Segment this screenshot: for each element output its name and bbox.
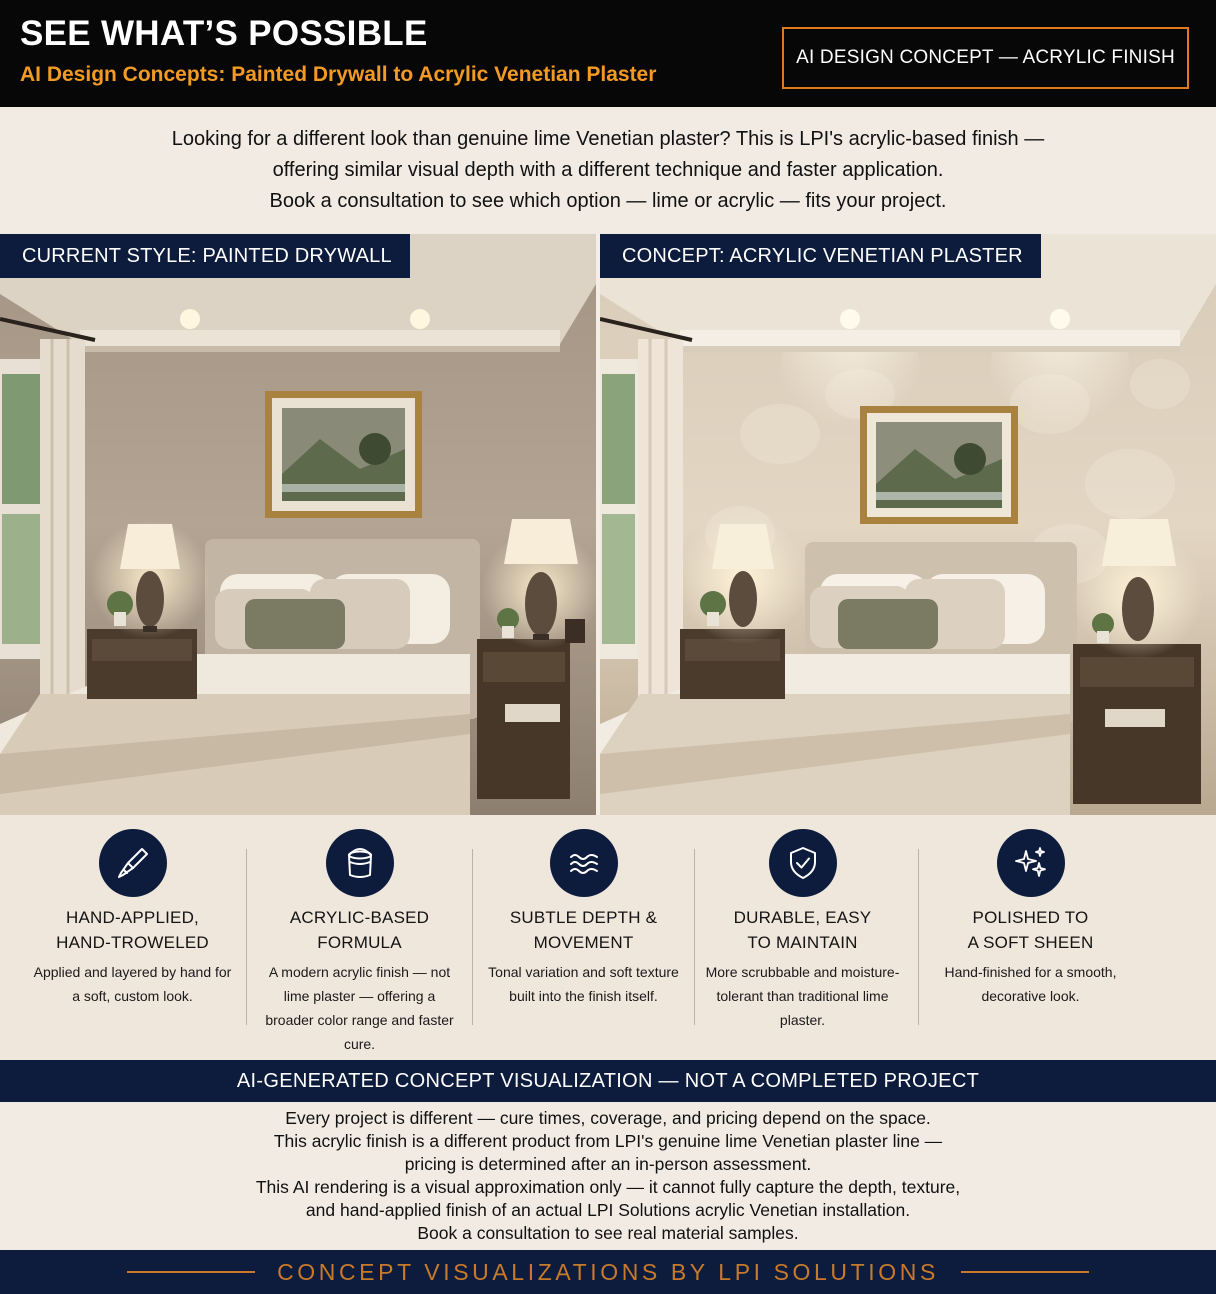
feature-hand-applied [20, 815, 245, 1060]
feature-title: DURABLE, EASY [733, 908, 872, 927]
disclaimer-line: This AI rendering is a visual approximation only — it cannot fully capture the depth, texture, [255, 1177, 961, 1197]
feature-desc: Hand-finished for a smooth, decorative look. [944, 964, 1117, 1004]
feature-title: SUBTLE DEPTH & [509, 908, 658, 927]
feature-acrylic-formula [247, 815, 472, 1060]
intro-line: Looking for a different look than genuine lime Venetian plaster? This is LPI's acrylic-based finish — [171, 128, 1045, 150]
footer-rule-left [127, 1271, 255, 1273]
footer-rule-right [961, 1271, 1089, 1273]
concept-badge: AI DESIGN CONCEPT — ACRYLIC FINISH [782, 27, 1189, 89]
before-label: CURRENT STYLE: PAINTED DRYWALL [0, 234, 410, 278]
footer-banner [0, 1250, 1216, 1294]
feature-desc: More scrubbable and moisture-tolerant than traditional lime plaster. [705, 964, 900, 1028]
disclaimer-line: This acrylic finish is a different product from LPI's genuine lime Venetian plaster line — [273, 1131, 943, 1151]
page-subtitle: AI Design Concepts: Painted Drywall to Acrylic Venetian Plaster [20, 63, 657, 86]
sparkles-icon [997, 829, 1065, 897]
feature-title: ACRYLIC-BASED [289, 908, 430, 927]
footer-text: CONCEPT VISUALIZATIONS BY LPI SOLUTIONS [277, 1258, 939, 1285]
before-image-panel [0, 234, 596, 815]
feature-desc: A modern acrylic finish — not lime plaster — offering a broader color range and faster cure. [265, 964, 454, 1052]
disclaimer-line: Every project is different — cure times, coverage, and pricing depend on the space. [285, 1108, 931, 1128]
feature-title: HAND-TROWELED [56, 933, 209, 952]
feature-title: FORMULA [317, 933, 402, 952]
disclaimer-line: pricing is determined after an in-person assessment. [404, 1154, 812, 1174]
disclaimer-banner: AI-GENERATED CONCEPT VISUALIZATION — NOT A COMPLETED PROJECT [0, 1060, 1216, 1102]
waves-icon [550, 829, 618, 897]
feature-durable [690, 815, 915, 1060]
acrylic-venetian-bedroom-image [600, 234, 1216, 815]
disclaimer-line: and hand-applied finish of an actual LPI Solutions acrylic Venetian installation. [305, 1200, 911, 1220]
feature-title: TO MAINTAIN [747, 933, 858, 952]
after-label: CONCEPT: ACRYLIC VENETIAN PLASTER [600, 234, 1041, 278]
feature-title: A SOFT SHEEN [967, 933, 1094, 952]
disclaimer-text [0, 1102, 1216, 1250]
feature-subtle-depth [471, 815, 696, 1060]
page-title: SEE WHAT’S POSSIBLE [20, 14, 428, 53]
feature-title: MOVEMENT [533, 933, 634, 952]
feature-desc: Tonal variation and soft texture built into the finish itself. [488, 964, 679, 1004]
features-section [0, 815, 1216, 1060]
intro-line: offering similar visual depth with a different technique and faster application. [272, 159, 944, 181]
intro-line: Book a consultation to see which option — lime or acrylic — fits your project. [269, 190, 947, 212]
shield-check-icon [769, 829, 837, 897]
feature-title: POLISHED TO [972, 908, 1089, 927]
painted-drywall-bedroom-image [0, 234, 596, 815]
feature-polished [918, 815, 1143, 1060]
intro-section [0, 107, 1216, 234]
disclaimer-line: Book a consultation to see real material samples. [417, 1223, 799, 1243]
after-image-panel [600, 234, 1216, 815]
header-banner [0, 0, 1216, 107]
trowel-icon [99, 829, 167, 897]
feature-desc: Applied and layered by hand for a soft, custom look. [33, 964, 232, 1004]
feature-title: HAND-APPLIED, [66, 908, 199, 927]
bucket-icon [326, 829, 394, 897]
